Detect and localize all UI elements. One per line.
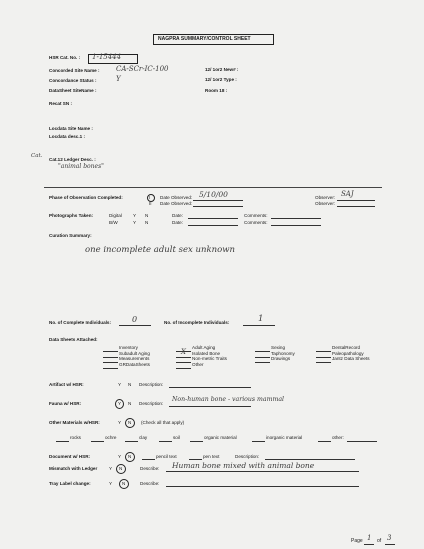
- hsr-cat-value: 1-15444: [92, 53, 122, 61]
- mismatch-n-circle: [116, 464, 126, 474]
- page-total: 3: [387, 533, 392, 542]
- date-observed-value: 5/10/00: [199, 190, 228, 199]
- ds-jantz-blank: [316, 362, 331, 363]
- photo-comments-label-1: Comments:: [244, 213, 268, 218]
- divider-observation: [44, 187, 382, 188]
- om-other-line: [347, 441, 377, 442]
- artifact-desc-label: Description:: [139, 382, 164, 387]
- datasheet-site-label: DataSheet SiteName :: [49, 88, 97, 93]
- type-label: 12/ 1or2 Type :: [205, 77, 237, 82]
- ledger-value: "animal bones": [58, 163, 104, 170]
- fauna-y: Y: [118, 401, 122, 406]
- fauna-desc-value: Non-human bone - various mammal: [172, 396, 284, 403]
- locdata-desc-label: Locdata desc.1 :: [49, 134, 85, 139]
- concordance-status-value: Y: [116, 75, 121, 83]
- new-number-label: 12/ 1or2 New# :: [205, 67, 239, 72]
- om-inorganic-blank: [252, 441, 265, 442]
- document-pen: pen text: [203, 454, 220, 459]
- observer-label-1: Observer:: [315, 195, 336, 200]
- photo-digital-n: N: [145, 213, 149, 218]
- page-value: 1: [367, 534, 372, 542]
- document-label: Document w/ HSR:: [49, 454, 91, 459]
- om-rocks-blank: [56, 441, 69, 442]
- om-rocks: rocks: [70, 435, 81, 440]
- incomplete-individuals-line: [243, 325, 275, 326]
- observer-line-1: [337, 200, 375, 201]
- photo-bw-y: Y: [133, 220, 137, 225]
- complete-individuals-label: No. of Complete Individuals:: [49, 320, 112, 325]
- photo-digital-y: Y: [133, 213, 137, 218]
- observer-line-2: [337, 206, 375, 207]
- complete-individuals-value: 0: [132, 315, 138, 324]
- other-materials-label: Other Materials w/HSR:: [49, 420, 100, 425]
- fauna-label: Fauna w/ HSR:: [49, 401, 82, 406]
- ds-isolated-bone-mark: X: [181, 347, 186, 356]
- ds-subadult-aging-blank: [103, 357, 118, 358]
- tray-y: Y: [109, 481, 113, 486]
- hsr-cat-label: HSR Cat. No. :: [49, 55, 81, 60]
- photo-comments-line-2: [271, 225, 321, 226]
- incomplete-individuals-value: 1: [258, 314, 264, 324]
- ds-non-metric: Non-metric Traits: [192, 356, 227, 361]
- page-label: Page: [351, 538, 363, 544]
- photo-digital-label: Digital: [109, 213, 122, 218]
- ds-sexing-blank: [255, 351, 270, 352]
- ds-measurements-blank: [103, 362, 118, 363]
- ds-other-blank: [176, 368, 191, 369]
- photographs-label: Photographs Taken:: [49, 213, 94, 218]
- document-y: Y: [118, 454, 122, 459]
- om-other-blank: [318, 441, 331, 442]
- photo-date-line-2: [188, 225, 238, 226]
- concorded-site-label: Concorded Site Name :: [49, 68, 100, 73]
- fauna-desc-label: Description:: [139, 401, 164, 406]
- curation-label: Curation Summary:: [49, 233, 92, 238]
- ds-other: Other: [192, 361, 204, 367]
- document-pencil-blank: [142, 459, 155, 460]
- document-n: N: [128, 454, 132, 459]
- tray-desc-line: [166, 486, 359, 487]
- photo-comments-label-2: Comments:: [244, 220, 268, 225]
- mismatch-label: Mismatch with Ledger: [49, 466, 98, 471]
- mismatch-desc-label: Describe:: [140, 466, 160, 471]
- photo-bw-n: N: [145, 220, 149, 225]
- tray-desc-label: Describe:: [140, 481, 160, 486]
- ds-subadult-aging: Subadult Aging: [119, 350, 150, 356]
- ds-measurements: Measurements: [119, 356, 150, 361]
- ledger-label: Cat.12 Ledger Desc. :: [49, 157, 96, 162]
- document-pen-blank: [189, 459, 202, 460]
- ds-paleopathology-blank: [316, 357, 331, 358]
- phase-ii-date-label: Date Observed:: [160, 201, 193, 206]
- observer-value: SAJ: [341, 190, 354, 198]
- recat-label: Recat SN :: [49, 101, 72, 106]
- artifact-desc-line: [169, 387, 251, 388]
- concordance-status-label: Concordance Status :: [49, 78, 97, 83]
- document-desc-label: Description:: [235, 454, 260, 459]
- ds-adult-aging: Adult Aging: [192, 345, 216, 350]
- ds-inventory: Inventory: [119, 345, 138, 350]
- om-ochre-blank: [91, 441, 104, 442]
- om-other: other:: [332, 435, 344, 440]
- om-clay-blank: [125, 441, 138, 442]
- om-inorganic: inorganic material: [266, 435, 303, 440]
- ds-drawings-blank: [255, 362, 270, 363]
- om-ochre: ochre: [105, 435, 117, 440]
- ds-taphonomy-blank: [255, 357, 270, 358]
- observer-label-2: Observer:: [315, 201, 336, 206]
- concorded-site-value: CA-SCr-IC-100: [116, 65, 169, 73]
- complete-individuals-line: [119, 325, 151, 326]
- phase-i-label: I: [149, 195, 151, 200]
- phase-i-date-line: [193, 200, 243, 201]
- tray-label: Tray Label change:: [49, 481, 91, 486]
- incomplete-individuals-label: No. of Incomplete Individuals:: [164, 320, 230, 325]
- document-pencil: pencil text: [156, 454, 177, 459]
- photo-date-line-1: [188, 218, 238, 219]
- photo-bw-label: B/W: [109, 220, 118, 225]
- artifact-label: Artifact w/ HSR:: [49, 382, 84, 387]
- fauna-y-circle: [115, 399, 124, 409]
- om-organic-blank: [190, 441, 203, 442]
- om-soil: soil: [173, 435, 180, 440]
- phase-ii-label: II: [149, 201, 152, 206]
- other-materials-note: (Check all that apply): [141, 420, 185, 425]
- other-materials-n: N: [128, 420, 132, 425]
- ds-inventory-blank: [103, 351, 118, 352]
- tray-n: N: [122, 481, 126, 486]
- om-clay: clay: [139, 435, 148, 440]
- photo-date-label-2: Date:: [172, 220, 183, 225]
- ds-dental: DentalRecord: [332, 345, 361, 350]
- ds-non-metric-blank: [176, 362, 191, 363]
- fauna-desc-line: [169, 406, 251, 407]
- locdata-site-label: Locdata Site Name :: [49, 126, 93, 131]
- ds-taphonomy: Taphonomy: [271, 350, 295, 356]
- artifact-y: Y: [118, 382, 122, 387]
- ds-grdatasheets-blank: [103, 368, 118, 369]
- photo-comments-line-1: [271, 218, 321, 219]
- ds-paleopathology: Paleopathology: [332, 350, 364, 356]
- ds-grdatasheets: GRDataSheets: [119, 361, 150, 367]
- phase-i-date-label: Date Observed:: [160, 195, 193, 200]
- page-value-line: [364, 544, 374, 545]
- mismatch-n: N: [119, 466, 123, 471]
- room-label: Room 18 :: [205, 88, 228, 93]
- ds-dental-blank: [316, 351, 331, 352]
- mismatch-y: Y: [109, 466, 113, 471]
- document-n-circle: [125, 452, 135, 462]
- mismatch-desc-value: Human bone mixed with animal bone: [172, 460, 315, 470]
- datasheets-label: Data Sheets Attached:: [49, 337, 98, 342]
- document-desc-line: [265, 459, 355, 460]
- photo-date-label-1: Date:: [172, 213, 183, 218]
- other-materials-y: Y: [118, 420, 122, 425]
- ds-isolated-bone-blank: [176, 357, 191, 358]
- phase-ii-date-line: [193, 206, 243, 207]
- ds-sexing: Sexing: [271, 345, 286, 350]
- tray-n-circle: [119, 479, 129, 489]
- page-of-label: of: [377, 538, 382, 544]
- page-title: NAGPRA SUMMARY/CONTROL SHEET: [158, 35, 251, 42]
- om-soil-blank: [159, 441, 172, 442]
- ledger-margin-note: Cat.: [31, 153, 43, 159]
- page-total-line: [385, 544, 395, 545]
- mismatch-desc-line: [166, 471, 359, 472]
- ds-isolated-bone: Isolated Bone: [192, 350, 221, 356]
- other-materials-n-circle: [125, 418, 135, 428]
- ds-jantz: Jantz Data Sheets: [332, 356, 370, 361]
- artifact-n: N: [128, 382, 132, 387]
- ds-drawings: Drawings: [271, 356, 291, 361]
- fauna-n: N: [128, 401, 132, 406]
- om-organic: organic material: [204, 435, 237, 440]
- phase-label: Phase of Observation Completed:: [49, 195, 123, 200]
- curation-value: one incomplete adult sex unknown: [85, 245, 235, 255]
